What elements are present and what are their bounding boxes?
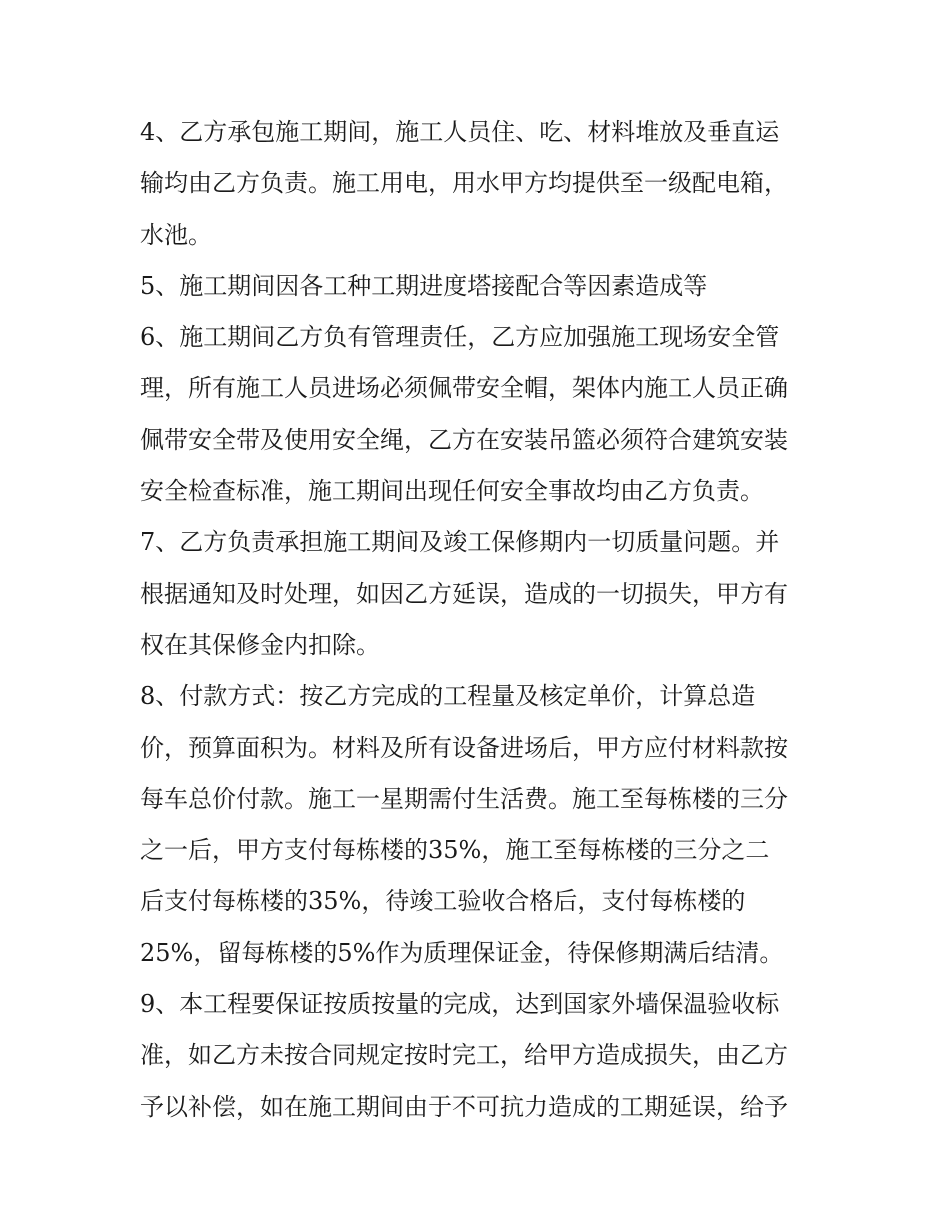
text-line: 后支付每栋楼的35%，待竣工验收合格后，支付每栋楼的 [140, 887, 746, 916]
text-line: 价，预算面积为。材料及所有设备进场后，甲方应付材料款按 [140, 733, 788, 762]
document-body [140, 107, 840, 1133]
text-line: 输均由乙方负责。施工用电，用水甲方均提供至一级配电箱， [140, 169, 788, 198]
text-line: 之一后，甲方支付每栋楼的35%，施工至每栋楼的三分之二 [140, 836, 770, 865]
text-line: 准，如乙方未按合同规定按时完工，给甲方造成损失，由乙方 [140, 1041, 788, 1070]
text-line: 5、施工期间因各工种工期进度塔接配合等因素造成等 [140, 271, 708, 300]
text-line: 理，所有施工人员进场必须佩带安全帽，架体内施工人员正确 [140, 374, 788, 403]
text-line: 6、施工期间乙方负有管理责任，乙方应加强施工现场安全管 [140, 323, 780, 352]
text-line: 根据通知及时处理，如因乙方延误，造成的一切损失，甲方有 [140, 579, 788, 608]
text-line: 每车总价付款。施工一星期需付生活费。施工至每栋楼的三分 [140, 784, 788, 813]
text-line: 4、乙方承包施工期间，施工人员住、吃、材料堆放及垂直运 [140, 118, 780, 146]
text-line: 安全检查标准，施工期间出现任何安全事故均由乙方负责。 [140, 477, 764, 506]
text-line: 7、乙方负责承担施工期间及竣工保修期内一切质量问题。并 [140, 528, 780, 557]
text-line: 8、付款方式：按乙方完成的工程量及核定单价，计算总造 [140, 682, 756, 711]
text-line: 9、本工程要保证按质按量的完成，达到国家外墙保温验收标 [140, 990, 780, 1019]
text-line: 权在其保修金内扣除。 [140, 630, 380, 659]
text-line: 25%，留每栋楼的5%作为质理保证金，待保修期满后结清。 [140, 938, 784, 967]
text-line: 佩带安全带及使用安全绳，乙方在安装吊篮必须符合建筑安装 [140, 425, 788, 454]
text-line: 予以补偿，如在施工期间由于不可抗力造成的工期延误，给予 [140, 1092, 788, 1121]
text-line: 水池。 [140, 220, 212, 249]
